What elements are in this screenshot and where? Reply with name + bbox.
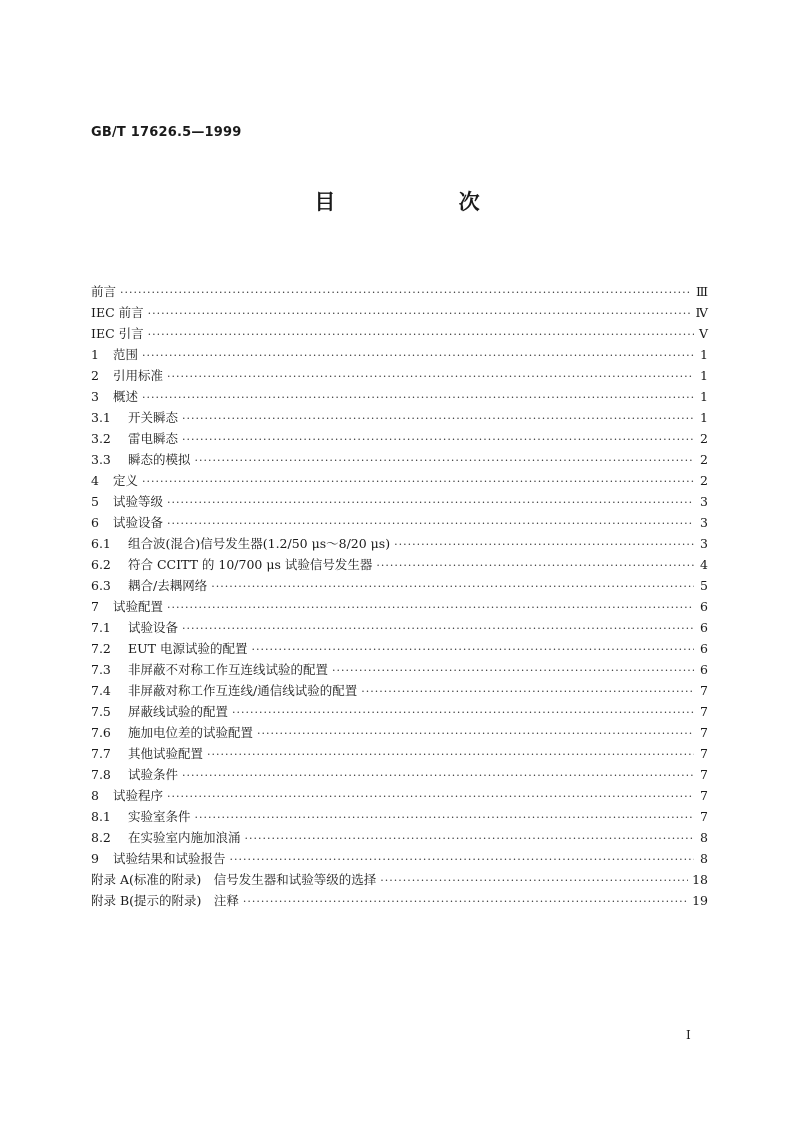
toc-section-number: 6.2 <box>91 557 111 572</box>
toc-entry[interactable] <box>91 428 708 449</box>
dot-leader <box>245 828 694 849</box>
toc-entry[interactable] <box>91 491 708 512</box>
toc-section-number: 1 <box>91 347 99 362</box>
toc-section-number: 8 <box>91 788 99 803</box>
toc-entry[interactable] <box>91 638 708 659</box>
toc-entry[interactable] <box>91 659 708 680</box>
toc-section-number: 7.1 <box>91 620 111 635</box>
toc-page-number: 4 <box>700 557 708 572</box>
dot-leader <box>376 555 694 576</box>
toc-entry[interactable] <box>91 848 708 869</box>
toc-section-number: 7.5 <box>91 704 111 719</box>
toc-page-number: 18 <box>692 872 708 887</box>
toc-entry[interactable] <box>91 869 708 890</box>
toc-page-number: 1 <box>700 347 708 362</box>
toc-section-number: 3.3 <box>91 452 111 467</box>
toc-entry[interactable] <box>91 302 708 323</box>
toc-section-number: 3.1 <box>91 410 111 425</box>
toc-title: 屏蔽线试验的配置 <box>128 704 229 719</box>
toc-title: 实验室条件 <box>128 809 191 824</box>
toc-page-number: 6 <box>700 620 708 635</box>
toc-title: 概述 <box>113 389 139 404</box>
toc-page-number: 6 <box>700 662 708 677</box>
toc-page-number: 7 <box>700 725 708 740</box>
toc-page-number: 7 <box>700 704 708 719</box>
dot-leader <box>211 576 694 597</box>
toc-entry[interactable] <box>91 827 708 848</box>
dot-leader <box>167 786 694 807</box>
toc-title: 试验配置 <box>113 599 164 614</box>
toc-page-number: 2 <box>700 431 708 446</box>
toc-page-number: Ⅳ <box>695 305 708 320</box>
dot-leader <box>195 807 694 828</box>
dot-leader <box>148 303 692 324</box>
dot-leader <box>230 849 694 870</box>
toc-page-number: 1 <box>700 368 708 383</box>
toc-section-number: 6 <box>91 515 99 530</box>
toc-entry[interactable] <box>91 764 708 785</box>
toc-entry[interactable] <box>91 449 708 470</box>
toc-entry[interactable] <box>91 722 708 743</box>
dot-leader <box>182 765 694 786</box>
toc-section-number: 6.3 <box>91 578 111 593</box>
toc-title: 雷电瞬态 <box>128 431 179 446</box>
dot-leader <box>142 345 694 366</box>
toc-title: 施加电位差的试验配置 <box>128 725 254 740</box>
toc-page-number: 3 <box>700 494 708 509</box>
toc-title: IEC 前言 <box>91 305 144 320</box>
toc-section-number: 3.2 <box>91 431 111 446</box>
toc-page-number: 7 <box>700 683 708 698</box>
toc-section-number: 2 <box>91 368 99 383</box>
toc-section-number: 8.1 <box>91 809 111 824</box>
toc-title: 瞬态的模拟 <box>128 452 191 467</box>
toc-title: 引用标准 <box>113 368 164 383</box>
toc-entry[interactable] <box>91 344 708 365</box>
dot-leader <box>182 429 694 450</box>
toc-title: 组合波(混合)信号发生器(1.2/50 μs～8/20 μs) <box>128 536 391 551</box>
toc-section-number: 7.7 <box>91 746 111 761</box>
toc-page-number: 6 <box>700 599 708 614</box>
dot-leader <box>232 702 694 723</box>
dot-leader <box>380 870 688 891</box>
dot-leader <box>142 471 694 492</box>
standard-code: GB/T 17626.5—1999 <box>91 125 242 140</box>
toc-section-number: 7 <box>91 599 99 614</box>
dot-leader <box>257 723 694 744</box>
toc-title: 附录 A(标准的附录) 信号发生器和试验等级的选择 <box>91 872 377 887</box>
toc-entry[interactable] <box>91 680 708 701</box>
toc-title: EUT 电源试验的配置 <box>128 641 248 656</box>
toc-entry[interactable] <box>91 386 708 407</box>
toc-section-number: 7.8 <box>91 767 111 782</box>
dot-leader <box>394 534 694 555</box>
toc-page-number: 7 <box>700 767 708 782</box>
toc-page-number: Ⅴ <box>698 326 708 341</box>
toc-page-number: 7 <box>700 746 708 761</box>
toc-entry[interactable] <box>91 512 708 533</box>
dot-leader <box>361 681 694 702</box>
toc-section-number: 8.2 <box>91 830 111 845</box>
toc-entry[interactable] <box>91 575 708 596</box>
toc-page-number: 8 <box>700 830 708 845</box>
dot-leader <box>182 618 694 639</box>
dot-leader <box>167 366 694 387</box>
toc-title: 非屏蔽不对称工作互连线试验的配置 <box>128 662 329 677</box>
toc-page-number: 5 <box>700 578 708 593</box>
toc-entry[interactable] <box>91 806 708 827</box>
toc-section-number: 7.2 <box>91 641 111 656</box>
toc-entry[interactable] <box>91 281 708 302</box>
toc-entry[interactable] <box>91 743 708 764</box>
toc-entry[interactable] <box>91 323 708 344</box>
toc-title: 试验结果和试验报告 <box>113 851 226 866</box>
toc-entry[interactable] <box>91 407 708 428</box>
toc-page-number: 1 <box>700 389 708 404</box>
dot-leader <box>167 597 694 618</box>
dot-leader <box>251 639 694 660</box>
toc-title: IEC 引言 <box>91 326 144 341</box>
toc-page-number: 2 <box>700 452 708 467</box>
toc-entry[interactable] <box>91 701 708 722</box>
toc-section-number: 3 <box>91 389 99 404</box>
toc-title: 定义 <box>113 473 139 488</box>
toc-title: 其他试验配置 <box>128 746 204 761</box>
dot-leader <box>167 492 694 513</box>
dot-leader <box>207 744 694 765</box>
toc-page-number: 3 <box>700 536 708 551</box>
toc-entry[interactable] <box>91 890 708 911</box>
toc-title: 试验设备 <box>128 620 179 635</box>
toc-entry[interactable] <box>91 617 708 638</box>
toc-title: 非屏蔽对称工作互连线/通信线试验的配置 <box>128 683 358 698</box>
toc-page-number: Ⅲ <box>695 284 708 299</box>
toc-entry[interactable] <box>91 596 708 617</box>
toc-title: 前言 <box>91 284 117 299</box>
toc-title: 开关瞬态 <box>128 410 179 425</box>
toc-page-number: 3 <box>700 515 708 530</box>
dot-leader <box>120 282 692 303</box>
dot-leader <box>148 324 694 345</box>
toc-entry[interactable] <box>91 470 708 491</box>
toc-page-number: 6 <box>700 641 708 656</box>
dot-leader <box>332 660 694 681</box>
dot-leader <box>182 408 694 429</box>
toc-title: 符合 CCITT 的 10/700 μs 试验信号发生器 <box>128 557 373 572</box>
toc-title: 试验等级 <box>113 494 164 509</box>
dot-leader <box>142 387 694 408</box>
toc-title: 试验条件 <box>128 767 179 782</box>
dot-leader <box>195 450 694 471</box>
toc-section-number: 7.6 <box>91 725 111 740</box>
toc-title: 范围 <box>113 347 139 362</box>
toc-section-number: 9 <box>91 851 99 866</box>
toc-title: 试验设备 <box>113 515 164 530</box>
page-title: 目 次 <box>314 190 538 214</box>
toc-page-number: 19 <box>692 893 708 908</box>
toc-page-number: 2 <box>700 473 708 488</box>
toc-title: 耦合/去耦网络 <box>128 578 208 593</box>
toc-section-number: 7.3 <box>91 662 111 677</box>
toc-entry[interactable] <box>91 533 708 554</box>
toc-page-number: 7 <box>700 788 708 803</box>
toc-page-number: 1 <box>700 410 708 425</box>
toc-page-number: 7 <box>700 809 708 824</box>
toc-title: 试验程序 <box>113 788 164 803</box>
toc-entry[interactable] <box>91 785 708 806</box>
toc-section-number: 5 <box>91 494 99 509</box>
table-of-contents <box>91 281 708 911</box>
toc-title: 在实验室内施加浪涌 <box>128 830 241 845</box>
toc-section-number: 6.1 <box>91 536 111 551</box>
toc-entry[interactable] <box>91 365 708 386</box>
page-folio: I <box>686 1028 691 1042</box>
dot-leader <box>243 891 688 912</box>
toc-page-number: 8 <box>700 851 708 866</box>
toc-section-number: 4 <box>91 473 99 488</box>
toc-entry[interactable] <box>91 554 708 575</box>
dot-leader <box>167 513 694 534</box>
toc-title: 附录 B(提示的附录) 注释 <box>91 893 239 908</box>
toc-section-number: 7.4 <box>91 683 111 698</box>
